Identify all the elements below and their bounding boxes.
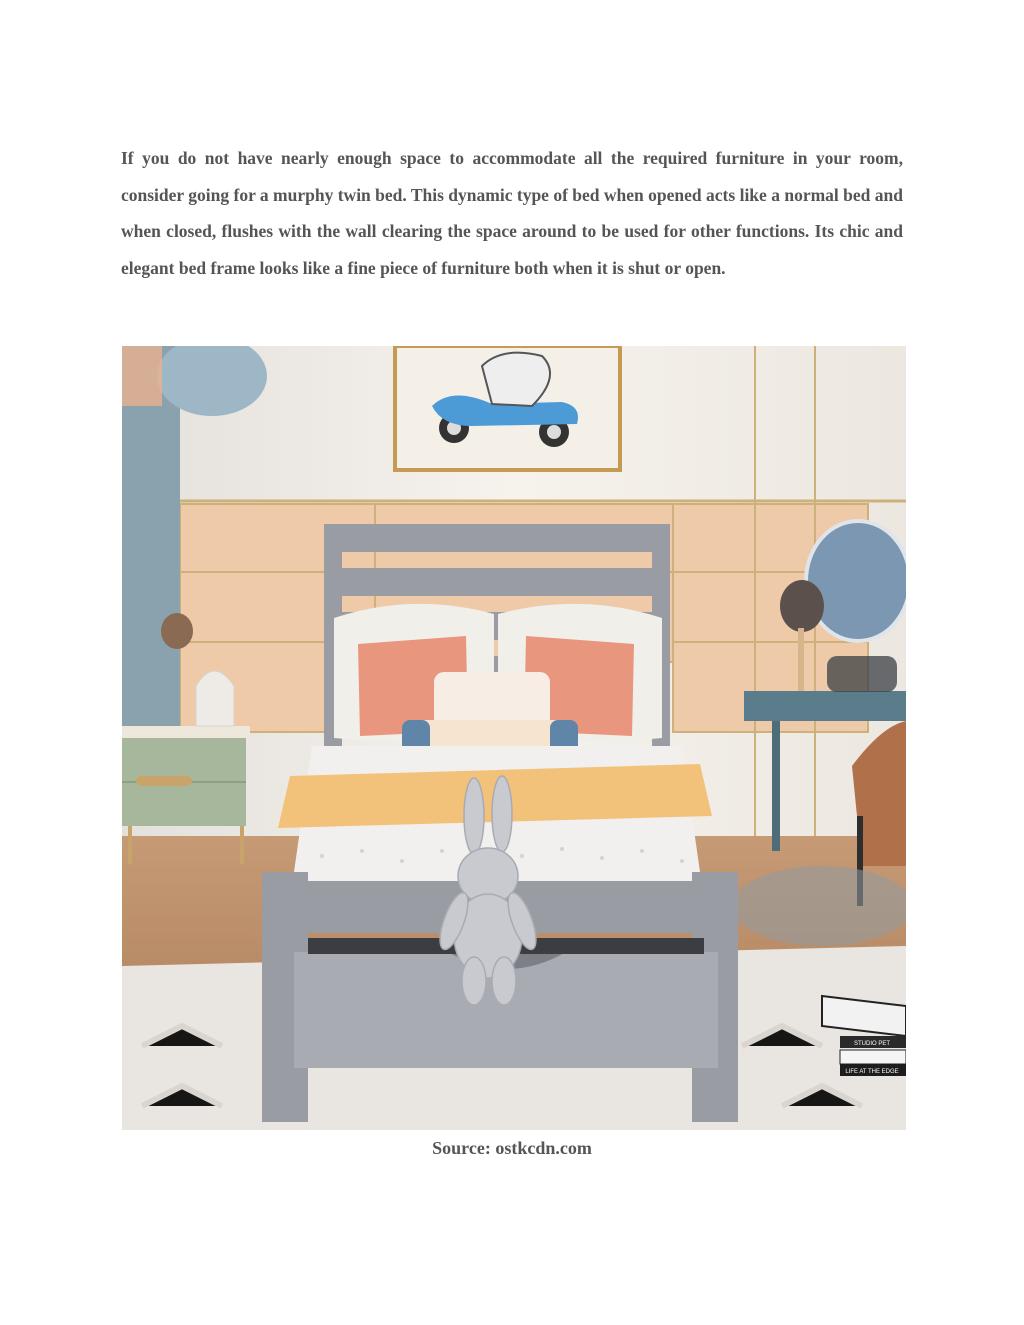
image-caption: Source: ostkcdn.com: [432, 1138, 592, 1158]
round-mirror: [806, 521, 906, 641]
book-label-1: STUDIO PET: [853, 1041, 891, 1047]
hand-mirror: [780, 580, 824, 632]
book-label-2: LIFE AT THE EDGE: [845, 1069, 899, 1075]
article-paragraph: If you do not have nearly enough space to accommodate all the required furniture in your room, consider going for a murphy twin bed. This dynamic type of bed when opened acts like a normal bed and when closed, flushes with the wall clearing the space around to be used for other functions. Its chic and elegant bed frame looks like a fine piece of furniture both when it is shut or open.: [121, 148, 903, 278]
bedroom-illustration: [122, 346, 906, 1130]
bedroom-photo: [122, 346, 906, 1130]
wall-picture: [395, 346, 620, 470]
pillows: [334, 604, 662, 764]
round-rug: [732, 866, 906, 946]
